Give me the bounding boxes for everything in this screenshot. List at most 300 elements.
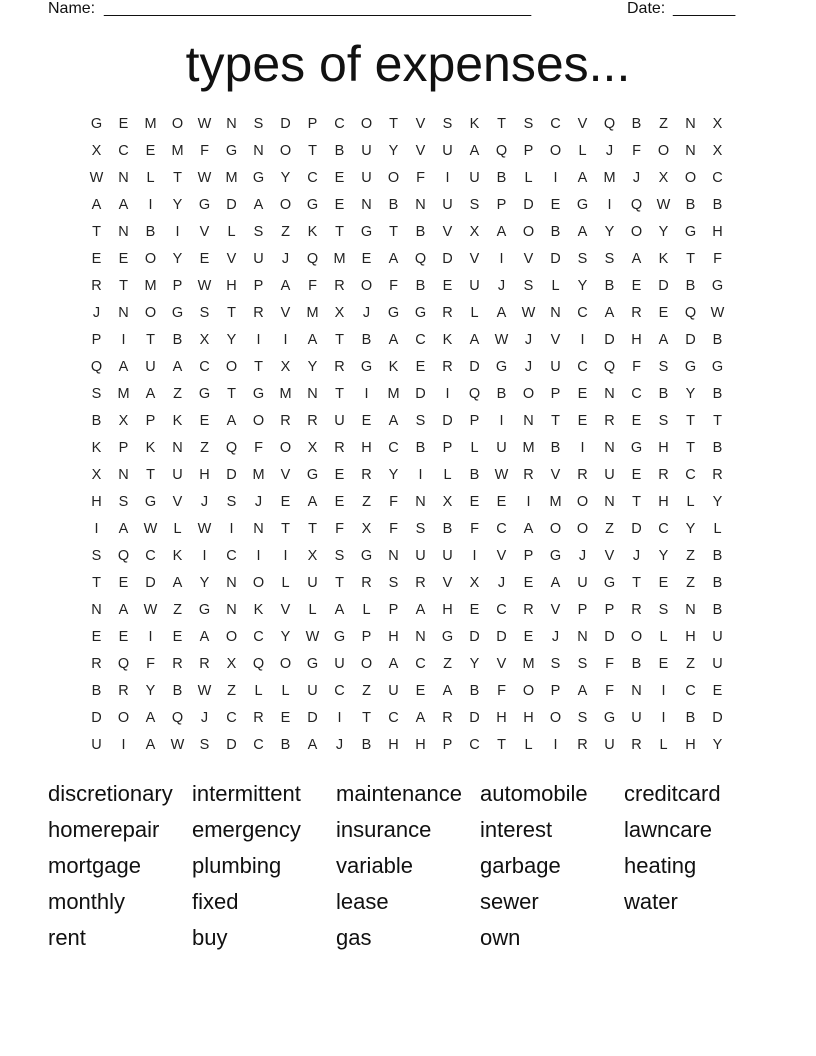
grid-letter: S (91, 548, 102, 564)
grid-letter: A (388, 332, 399, 348)
grid-letter: Q (117, 656, 130, 672)
grid-letter: T (227, 305, 236, 321)
grid-letter: I (337, 710, 342, 726)
grid-letter: Y (145, 683, 156, 699)
grid-letter: Q (603, 359, 616, 375)
grid-letter: M (225, 170, 238, 186)
grid-letter: B (415, 440, 426, 456)
grid-letter: F (497, 683, 506, 699)
word-list-item: monthly (48, 889, 126, 914)
grid-letter: L (524, 737, 533, 753)
grid-letter: F (389, 494, 398, 510)
grid-letter: L (470, 440, 479, 456)
grid-letter: G (360, 359, 373, 375)
grid-letter: O (171, 116, 184, 132)
grid-letter: O (252, 575, 265, 591)
grid-letter: M (306, 305, 319, 321)
grid-letter: T (281, 521, 290, 537)
grid-letter: O (576, 494, 589, 510)
grid-letter: V (442, 575, 453, 591)
grid-letter: K (307, 224, 318, 240)
grid-letter: Y (172, 251, 183, 267)
grid-letter: C (577, 305, 588, 321)
grid-letter: Q (684, 305, 697, 321)
grid-letter: F (632, 359, 641, 375)
grid-letter: X (469, 575, 480, 591)
grid-letter: R (91, 656, 102, 672)
grid-letter: W (170, 737, 185, 753)
grid-letter: T (119, 278, 128, 294)
grid-letter: N (91, 602, 102, 618)
grid-letter: O (144, 305, 157, 321)
grid-letter: M (117, 386, 130, 402)
grid-letter: A (388, 656, 399, 672)
grid-letter: Q (252, 656, 265, 672)
grid-letter: F (470, 521, 479, 537)
grid-letter: H (658, 494, 669, 510)
grid-letter: O (360, 656, 373, 672)
grid-letter: Y (388, 467, 399, 483)
grid-letter: T (173, 170, 182, 186)
grid-letter: I (472, 548, 477, 564)
grid-letter: N (118, 467, 129, 483)
grid-letter: C (496, 521, 507, 537)
grid-letter: N (253, 521, 264, 537)
grid-letter: B (145, 224, 156, 240)
grid-letter: C (685, 467, 696, 483)
grid-letter: G (252, 170, 265, 186)
grid-letter: R (577, 737, 588, 753)
grid-letter: W (197, 521, 212, 537)
grid-letter: U (577, 575, 588, 591)
grid-letter: O (279, 440, 292, 456)
grid-letter: B (712, 386, 723, 402)
grid-letter: N (172, 440, 183, 456)
grid-letter: U (496, 440, 507, 456)
grid-letter: E (334, 197, 345, 213)
grid-letter: G (549, 548, 562, 564)
grid-letter: S (658, 602, 669, 618)
date-field-line[interactable]: _______ (673, 0, 736, 17)
grid-letter: V (442, 224, 453, 240)
grid-letter: B (712, 575, 723, 591)
grid-letter: N (604, 494, 615, 510)
grid-letter: J (524, 359, 533, 375)
grid-letter: C (496, 602, 507, 618)
grid-letter: H (415, 737, 426, 753)
grid-letter: B (712, 548, 723, 564)
grid-letter: W (521, 305, 536, 321)
grid-letter: G (225, 143, 238, 159)
grid-letter: Q (117, 548, 130, 564)
grid-letter: O (225, 359, 238, 375)
grid-letter: L (470, 305, 479, 321)
grid-letter: L (551, 278, 560, 294)
grid-letter: Z (362, 494, 371, 510)
grid-letter: V (577, 116, 588, 132)
grid-letter: N (226, 116, 237, 132)
grid-letter: E (91, 629, 102, 645)
grid-letter: I (499, 251, 504, 267)
grid-letter: A (442, 683, 453, 699)
grid-letter: Q (306, 251, 319, 267)
grid-letter: C (685, 683, 696, 699)
grid-letter: D (469, 629, 480, 645)
grid-letter: A (415, 710, 426, 726)
grid-letter: E (577, 413, 588, 429)
grid-letter: F (605, 683, 614, 699)
grid-letter: W (656, 197, 671, 213)
grid-letter: E (577, 386, 588, 402)
grid-letter: R (91, 278, 102, 294)
grid-letter: L (524, 170, 533, 186)
grid-letter: M (144, 278, 157, 294)
grid-letter: V (280, 602, 291, 618)
grid-letter: F (308, 278, 317, 294)
grid-letter: A (388, 251, 399, 267)
grid-letter: D (226, 197, 237, 213)
grid-letter: R (442, 359, 453, 375)
grid-letter: I (202, 548, 207, 564)
grid-letter: I (148, 629, 153, 645)
grid-letter: H (388, 737, 399, 753)
grid-letter: K (172, 548, 183, 564)
grid-letter: P (442, 737, 453, 753)
grid-letter: A (307, 737, 318, 753)
word-list-item: homerepair (48, 817, 160, 842)
grid-letter: T (254, 359, 263, 375)
grid-letter: T (146, 467, 155, 483)
grid-letter: M (603, 170, 616, 186)
grid-letter: U (334, 413, 345, 429)
grid-letter: B (712, 332, 723, 348)
grid-letter: U (550, 359, 561, 375)
grid-letter: U (469, 170, 480, 186)
grid-letter: T (362, 710, 371, 726)
grid-letter: K (172, 413, 183, 429)
grid-letter: V (550, 602, 561, 618)
grid-letter: K (658, 251, 669, 267)
grid-letter: E (334, 170, 345, 186)
grid-letter: W (305, 629, 320, 645)
grid-letter: X (712, 116, 723, 132)
grid-letter: M (387, 386, 400, 402)
grid-letter: Z (605, 521, 614, 537)
grid-letter: G (90, 116, 103, 132)
grid-letter: H (685, 629, 696, 645)
grid-letter: S (658, 359, 669, 375)
grid-letter: T (227, 386, 236, 402)
grid-letter: E (469, 602, 480, 618)
grid-letter: V (496, 656, 507, 672)
grid-letter: G (306, 656, 319, 672)
grid-letter: R (442, 710, 453, 726)
grid-letter: C (469, 737, 480, 753)
word-list-item: emergency (192, 817, 301, 842)
grid-letter: D (469, 710, 480, 726)
grid-letter: F (713, 251, 722, 267)
grid-letter: P (604, 602, 615, 618)
grid-letter: F (632, 143, 641, 159)
grid-letter: M (279, 386, 292, 402)
grid-letter: K (145, 440, 156, 456)
grid-letter: O (279, 143, 292, 159)
grid-letter: B (631, 116, 642, 132)
grid-letter: B (91, 683, 102, 699)
grid-letter: S (604, 251, 615, 267)
grid-letter: H (91, 494, 102, 510)
grid-letter: E (712, 683, 723, 699)
grid-letter: B (712, 602, 723, 618)
grid-letter: B (442, 521, 453, 537)
grid-letter: G (198, 197, 211, 213)
name-field-line[interactable]: ________________________________________________ (104, 0, 532, 17)
grid-letter: A (118, 602, 129, 618)
grid-letter: S (415, 521, 426, 537)
grid-letter: X (199, 332, 210, 348)
grid-letter: A (550, 575, 561, 591)
grid-letter: B (469, 683, 480, 699)
grid-letter: A (469, 332, 480, 348)
grid-letter: G (576, 197, 589, 213)
grid-letter: E (442, 278, 453, 294)
grid-letter: A (172, 359, 183, 375)
grid-letter: D (280, 116, 291, 132)
grid-letter: S (199, 737, 210, 753)
grid-letter: L (281, 575, 290, 591)
grid-letter: B (334, 143, 345, 159)
grid-letter: L (686, 494, 695, 510)
grid-letter: U (172, 467, 183, 483)
grid-letter: R (280, 413, 291, 429)
grid-letter: G (414, 305, 427, 321)
grid-letter: S (658, 413, 669, 429)
grid-letter: U (631, 710, 642, 726)
grid-letter: Z (173, 602, 182, 618)
grid-letter: H (685, 737, 696, 753)
grid-letter: N (307, 386, 318, 402)
grid-letter: Z (686, 575, 695, 591)
grid-letter: N (685, 602, 696, 618)
grid-letter: H (523, 710, 534, 726)
grid-letter: A (658, 332, 669, 348)
grid-letter: X (469, 224, 480, 240)
grid-letter: T (686, 440, 695, 456)
grid-letter: P (469, 413, 480, 429)
grid-letter: X (442, 494, 453, 510)
grid-letter: E (496, 494, 507, 510)
grid-letter: U (469, 278, 480, 294)
grid-letter: T (308, 521, 317, 537)
grid-letter: N (361, 197, 372, 213)
grid-letter: D (604, 629, 615, 645)
word-list-item: heating (624, 853, 697, 878)
grid-letter: V (172, 494, 183, 510)
header-row (48, 0, 748, 20)
grid-letter: I (148, 197, 153, 213)
grid-letter: A (172, 575, 183, 591)
grid-letter: G (306, 467, 319, 483)
grid-letter: E (658, 305, 669, 321)
grid-letter: P (361, 629, 372, 645)
grid-letter: D (415, 386, 426, 402)
grid-letter: V (280, 467, 291, 483)
grid-letter: L (443, 467, 452, 483)
grid-letter: C (334, 683, 345, 699)
grid-letter: V (415, 116, 426, 132)
grid-letter: V (469, 251, 480, 267)
grid-letter: U (307, 575, 318, 591)
grid-letter: W (143, 602, 158, 618)
grid-letter: W (143, 521, 158, 537)
word-list-item: discretionary (48, 781, 173, 806)
grid-letter: V (523, 251, 534, 267)
grid-letter: U (91, 737, 102, 753)
grid-letter: D (604, 332, 615, 348)
grid-letter: N (550, 305, 561, 321)
grid-letter: S (91, 386, 102, 402)
grid-letter: Y (577, 278, 588, 294)
word-list-item: lease (336, 889, 389, 914)
grid-letter: G (198, 386, 211, 402)
grid-letter: K (253, 602, 264, 618)
grid-letter: C (388, 440, 399, 456)
grid-letter: Q (90, 359, 103, 375)
word-list-item: variable (336, 853, 414, 878)
grid-letter: C (226, 548, 237, 564)
grid-letter: T (335, 332, 344, 348)
grid-letter: E (199, 413, 210, 429)
grid-letter: A (469, 143, 480, 159)
grid-letter: V (280, 305, 291, 321)
grid-letter: N (415, 629, 426, 645)
grid-letter: W (197, 116, 212, 132)
grid-letter: P (550, 683, 561, 699)
grid-letter: U (307, 683, 318, 699)
word-list-item: fixed (192, 889, 239, 914)
grid-letter: D (496, 629, 507, 645)
grid-letter: R (712, 467, 723, 483)
grid-letter: E (523, 575, 534, 591)
grid-letter: B (685, 197, 696, 213)
grid-letter: H (226, 278, 237, 294)
grid-letter: G (495, 359, 508, 375)
grid-letter: E (415, 359, 426, 375)
grid-letter: P (550, 386, 561, 402)
grid-letter: H (442, 602, 453, 618)
grid-letter: A (118, 359, 129, 375)
grid-letter: E (199, 251, 210, 267)
grid-letter: C (226, 710, 237, 726)
grid-letter: C (712, 170, 723, 186)
grid-letter: E (361, 413, 372, 429)
grid-letter: F (605, 656, 614, 672)
grid-letter: T (389, 224, 398, 240)
grid-letter: I (661, 683, 666, 699)
grid-letter: C (388, 710, 399, 726)
grid-letter: A (496, 305, 507, 321)
grid-letter: O (549, 521, 562, 537)
grid-letter: N (685, 116, 696, 132)
grid-letter: V (199, 224, 210, 240)
grid-letter: N (253, 143, 264, 159)
grid-letter: Z (173, 386, 182, 402)
grid-letter: M (549, 494, 562, 510)
grid-letter: B (469, 467, 480, 483)
grid-letter: C (550, 116, 561, 132)
grid-letter: V (415, 143, 426, 159)
grid-letter: A (388, 413, 399, 429)
grid-letter: O (522, 683, 535, 699)
grid-letter: S (118, 494, 129, 510)
grid-letter: D (307, 710, 318, 726)
grid-letter: W (494, 332, 509, 348)
grid-letter: V (604, 548, 615, 564)
grid-letter: X (91, 467, 102, 483)
grid-letter: C (307, 170, 318, 186)
grid-letter: R (172, 656, 183, 672)
grid-letter: O (360, 116, 373, 132)
grid-letter: I (256, 332, 261, 348)
grid-letter: N (631, 683, 642, 699)
grid-letter: C (118, 143, 129, 159)
grid-letter: C (145, 548, 156, 564)
grid-letter: N (604, 386, 615, 402)
grid-letter: R (631, 737, 642, 753)
grid-letter: A (145, 386, 156, 402)
grid-letter: D (523, 197, 534, 213)
grid-letter: F (335, 521, 344, 537)
grid-letter: G (360, 548, 373, 564)
grid-letter: A (523, 521, 534, 537)
grid-letter: Y (658, 224, 669, 240)
grid-letter: H (199, 467, 210, 483)
grid-letter: B (172, 683, 183, 699)
grid-letter: D (91, 710, 102, 726)
word-list-item: buy (192, 925, 228, 950)
grid-letter: J (524, 332, 533, 348)
grid-letter: J (497, 278, 506, 294)
grid-letter: J (632, 548, 641, 564)
grid-letter: Y (280, 629, 291, 645)
grid-letter: G (360, 224, 373, 240)
grid-letter: E (280, 710, 291, 726)
grid-letter: N (685, 143, 696, 159)
grid-letter: R (307, 413, 318, 429)
grid-letter: H (631, 332, 642, 348)
grid-letter: X (91, 143, 102, 159)
grid-letter: J (200, 494, 209, 510)
word-search-grid (83, 111, 731, 759)
grid-letter: Y (685, 386, 696, 402)
grid-letter: E (91, 251, 102, 267)
grid-letter: U (442, 548, 453, 564)
grid-letter: U (712, 656, 723, 672)
grid-letter: F (416, 170, 425, 186)
grid-letter: B (496, 170, 507, 186)
grid-letter: A (145, 710, 156, 726)
grid-letter: B (172, 332, 183, 348)
grid-letter: I (553, 170, 558, 186)
grid-letter: P (523, 548, 534, 564)
grid-letter: X (226, 656, 237, 672)
grid-letter: G (630, 440, 643, 456)
grid-letter: R (523, 602, 534, 618)
grid-letter: T (497, 116, 506, 132)
grid-letter: R (253, 305, 264, 321)
word-list-item: lawncare (624, 817, 713, 842)
grid-letter: D (550, 251, 561, 267)
